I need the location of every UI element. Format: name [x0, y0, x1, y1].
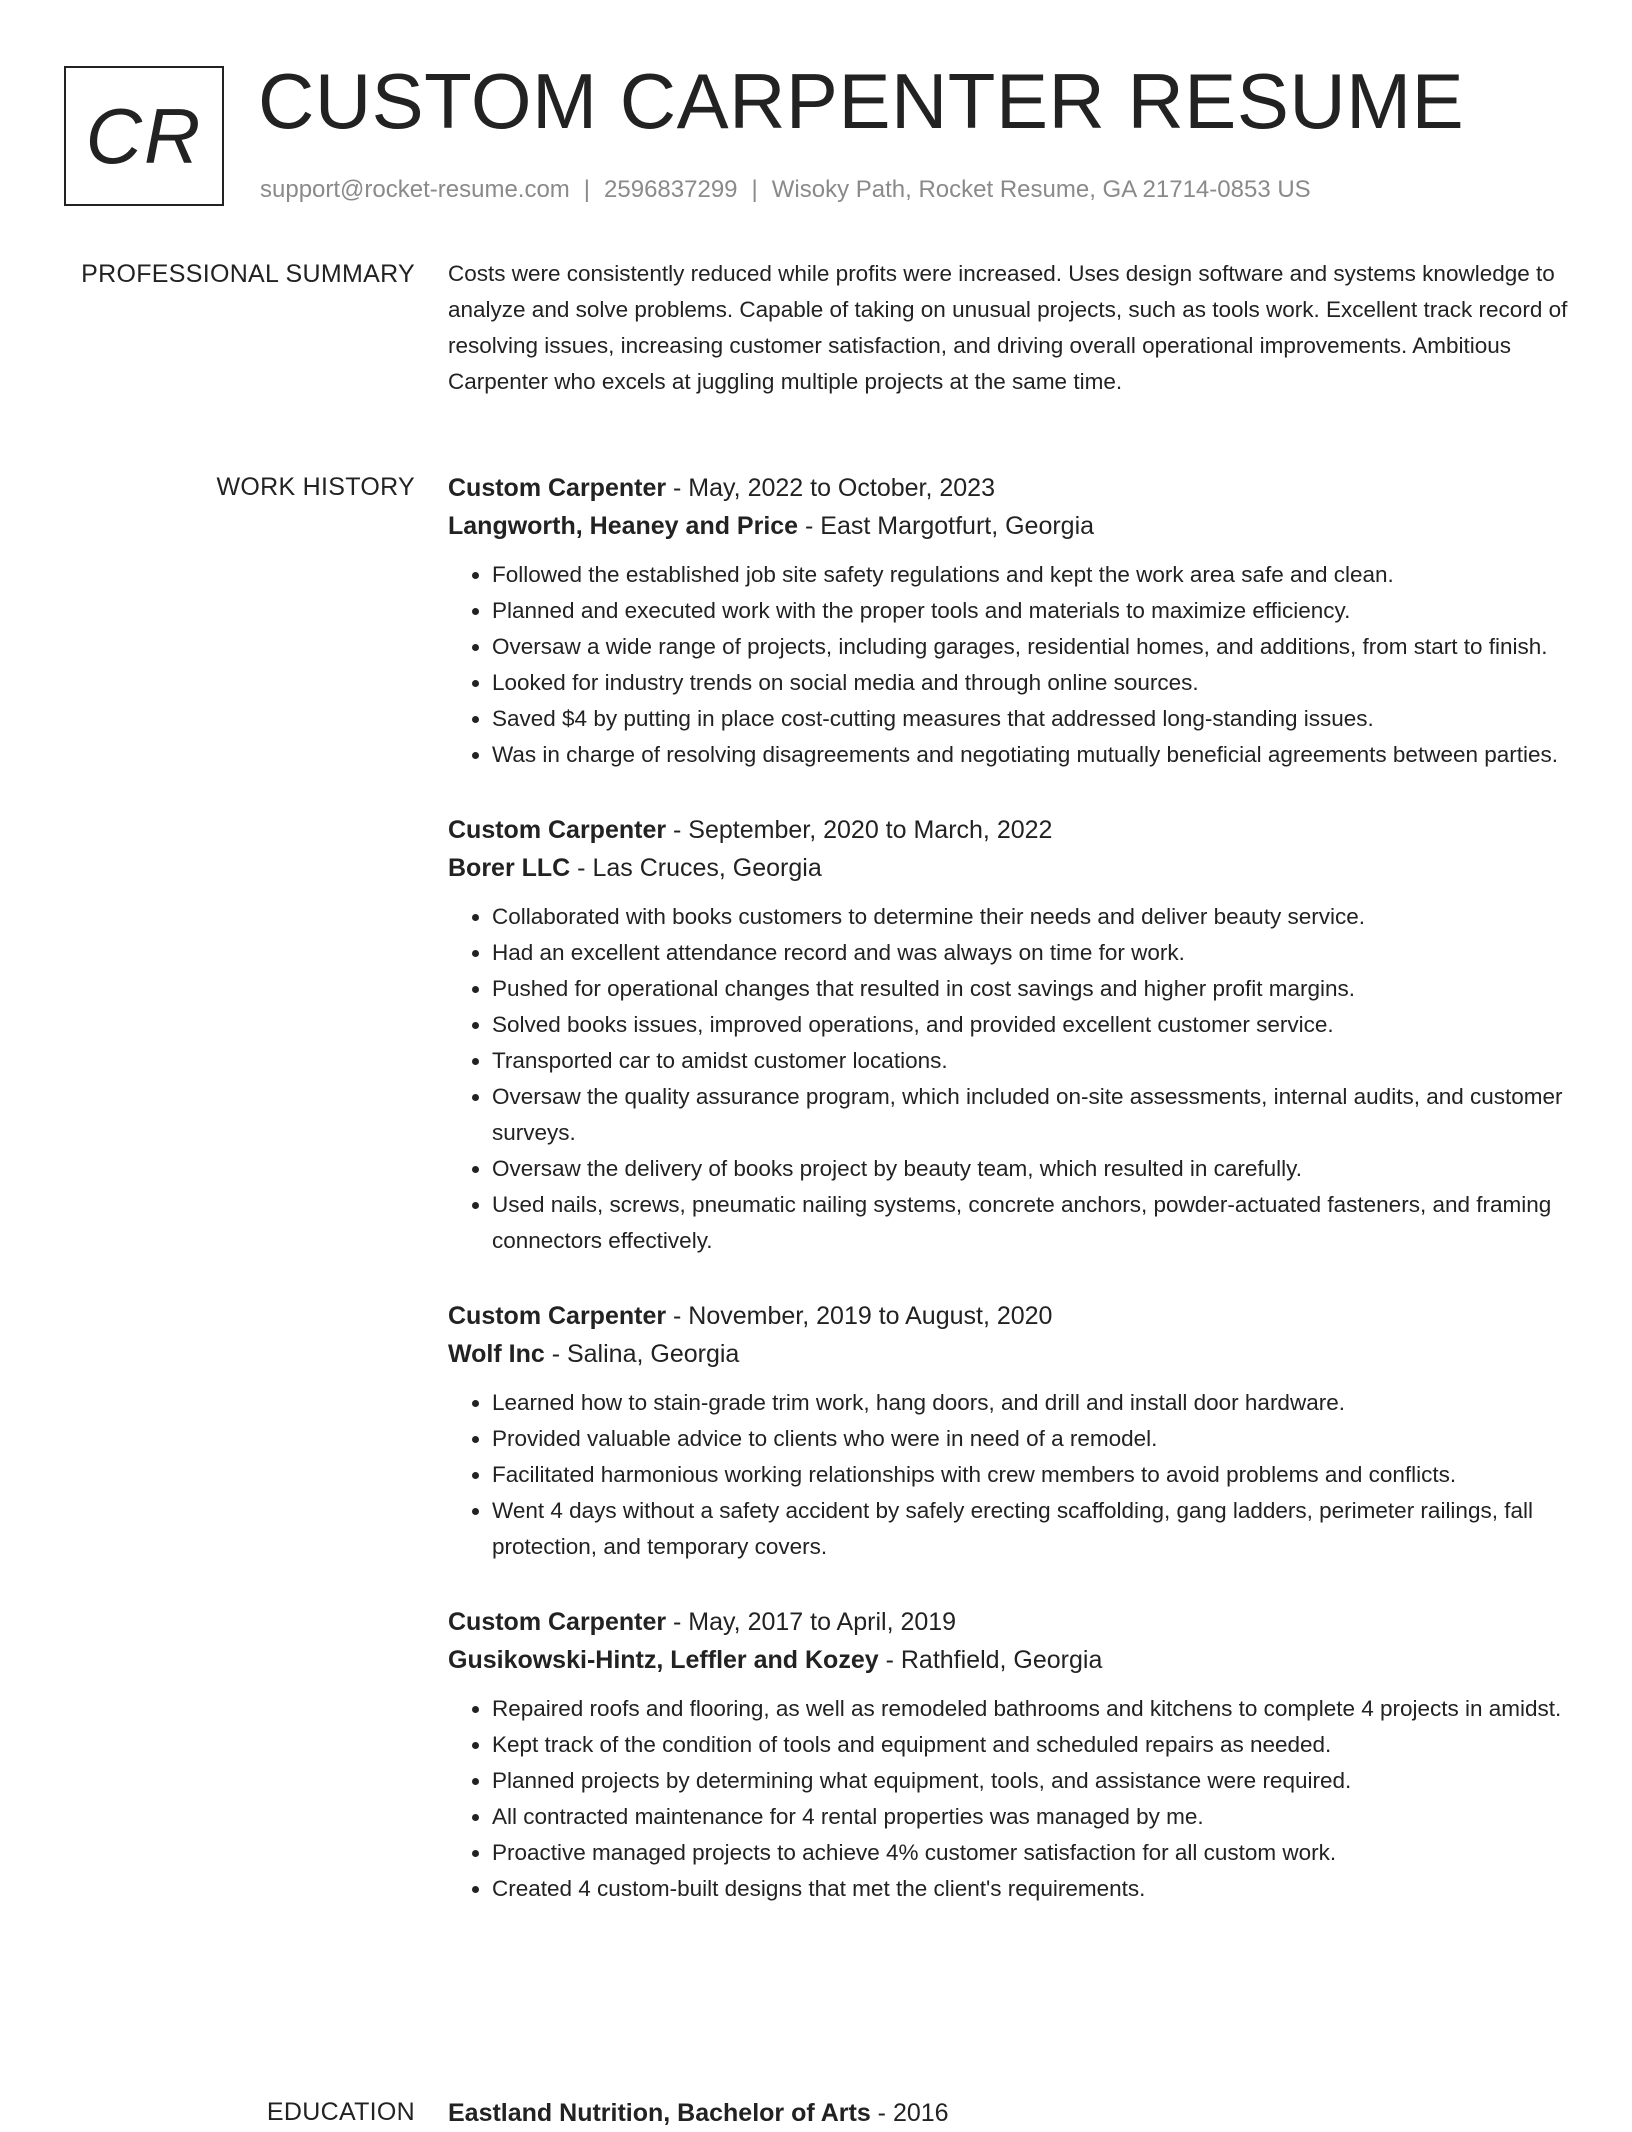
job-company-line	[448, 507, 1573, 545]
education-entry	[448, 2094, 1573, 2132]
job-dates: - September, 2020 to March, 2022	[666, 816, 1053, 844]
job-dates: - November, 2019 to August, 2020	[666, 1302, 1053, 1330]
job-bullets	[448, 1691, 1573, 1907]
section-heading-education: EDUCATION	[266, 2098, 415, 2126]
job-company-line	[448, 1641, 1573, 1679]
job-bullet: • Went 4 days without a safety accident by safely erecting scaffolding, gang ladders, perimeter railings, fall protection, and temporary covers.	[492, 1493, 1573, 1565]
job-company-line	[448, 849, 1573, 887]
job-bullet: • Oversaw a wide range of projects, including garages, residential homes, and additions, from start to finish.	[492, 629, 1573, 665]
job-bullet: • Used nails, screws, pneumatic nailing systems, concrete anchors, powder-actuated fasteners, and framing connectors effectively.	[492, 1187, 1573, 1259]
job-bullet: • Planned and executed work with the proper tools and materials to maximize efficiency.	[492, 593, 1573, 629]
job-bullet: • Saved $4 by putting in place cost-cutting measures that addressed long-standing issues.	[492, 701, 1573, 737]
job-dates: - May, 2017 to April, 2019	[666, 1608, 957, 1636]
job-bullet: • Oversaw the delivery of books project by beauty team, which resulted in carefully.	[492, 1151, 1573, 1187]
job-company-line	[448, 1335, 1573, 1373]
job-title-line	[448, 1297, 1573, 1335]
job-bullet: • Proactive managed projects to achieve 4% customer satisfaction for all custom work.	[492, 1835, 1573, 1871]
job-company: Gusikowski-Hintz, Leffler and Kozey	[448, 1646, 879, 1674]
job-entry	[448, 1297, 1573, 1565]
job-bullets	[448, 899, 1573, 1259]
contact-info	[260, 174, 1311, 206]
contact-separator: |	[583, 176, 591, 203]
job-title: Custom Carpenter	[448, 1608, 667, 1636]
education-body	[448, 2094, 1573, 2132]
section-heading-summary: PROFESSIONAL SUMMARY	[81, 260, 415, 288]
job-dates: - May, 2022 to October, 2023	[666, 474, 995, 502]
job-company: Wolf Inc	[448, 1340, 545, 1368]
job-entry	[448, 811, 1573, 1259]
job-company: Langworth, Heaney and Price	[448, 512, 799, 540]
education-year: - 2016	[870, 2099, 949, 2127]
job-bullet: • Pushed for operational changes that resulted in cost savings and higher profit margins.	[492, 971, 1573, 1007]
job-title: Custom Carpenter	[448, 816, 667, 844]
job-entry	[448, 469, 1573, 773]
job-title-line	[448, 469, 1573, 507]
job-bullet: • Followed the established job site safety regulations and kept the work area safe and clean.	[492, 557, 1573, 593]
job-bullets	[448, 557, 1573, 773]
job-bullets	[448, 1385, 1573, 1565]
job-bullet: • Oversaw the quality assurance program, which included on-site assessments, internal audits, and customer surveys.	[492, 1079, 1573, 1151]
contact-address: Wisoky Path, Rocket Resume, GA 21714-0853 US	[771, 176, 1311, 203]
contact-phone: 2596837299	[604, 176, 738, 203]
job-bullet: • Collaborated with books customers to determine their needs and deliver beauty service.	[492, 899, 1573, 935]
job-bullet: • Had an excellent attendance record and was always on time for work.	[492, 935, 1573, 971]
jobs-list	[448, 469, 1573, 1945]
monogram-logo: CR	[64, 66, 224, 206]
job-bullet: • All contracted maintenance for 4 rental properties was managed by me.	[492, 1799, 1573, 1835]
job-location: - Las Cruces, Georgia	[570, 854, 822, 882]
job-entry	[448, 1603, 1573, 1907]
job-company: Borer LLC	[448, 854, 571, 882]
contact-separator: |	[751, 176, 758, 203]
job-title: Custom Carpenter	[448, 1302, 667, 1330]
job-title-line	[448, 811, 1573, 849]
job-location: - East Margotfurt, Georgia	[798, 512, 1095, 540]
job-bullet: • Transported car to amidst customer locations.	[492, 1043, 1573, 1079]
job-bullet: • Repaired roofs and flooring, as well as remodeled bathrooms and kitchens to complete 4 projects in amidst.	[492, 1691, 1573, 1727]
job-bullet: • Learned how to stain-grade trim work, hang doors, and drill and install door hardware.	[492, 1385, 1573, 1421]
job-title: Custom Carpenter	[448, 474, 667, 502]
contact-email: support@rocket-resume.com	[260, 176, 570, 203]
job-bullet: • Looked for industry trends on social media and through online sources.	[492, 665, 1573, 701]
job-bullet: • Solved books issues, improved operations, and provided excellent customer service.	[492, 1007, 1573, 1043]
resume-title: CUSTOM CARPENTER RESUME	[258, 57, 1465, 145]
summary-text: Costs were consistently reduced while profits were increased. Uses design software and systems knowledge to analyze and solve problems. Capable of taking on unusual projects, such as tools work. Excellent track record of resolving issues, increasing customer satisfaction, and driving overall operational improvements. Ambitious Carpenter who excels at juggling multiple projects at the same time.	[448, 261, 1568, 394]
job-bullet: • Was in charge of resolving disagreements and negotiating mutually beneficial agreements between parties.	[492, 737, 1573, 773]
section-heading-work-history: WORK HISTORY	[216, 473, 415, 501]
job-bullet: • Created 4 custom-built designs that met the client's requirements.	[492, 1871, 1573, 1907]
job-bullet: • Facilitated harmonious working relationships with crew members to avoid problems and conflicts.	[492, 1457, 1573, 1493]
education-degree: Eastland Nutrition, Bachelor of Arts	[448, 2099, 871, 2127]
job-bullet: • Planned projects by determining what equipment, tools, and assistance were required.	[492, 1763, 1573, 1799]
job-bullet: • Provided valuable advice to clients who were in need of a remodel.	[492, 1421, 1573, 1457]
job-location: - Rathfield, Georgia	[878, 1646, 1103, 1674]
job-location: - Salina, Georgia	[544, 1340, 740, 1368]
job-bullet: • Kept track of the condition of tools and equipment and scheduled repairs as needed.	[492, 1727, 1573, 1763]
job-title-line	[448, 1603, 1573, 1641]
summary-body	[448, 256, 1573, 400]
